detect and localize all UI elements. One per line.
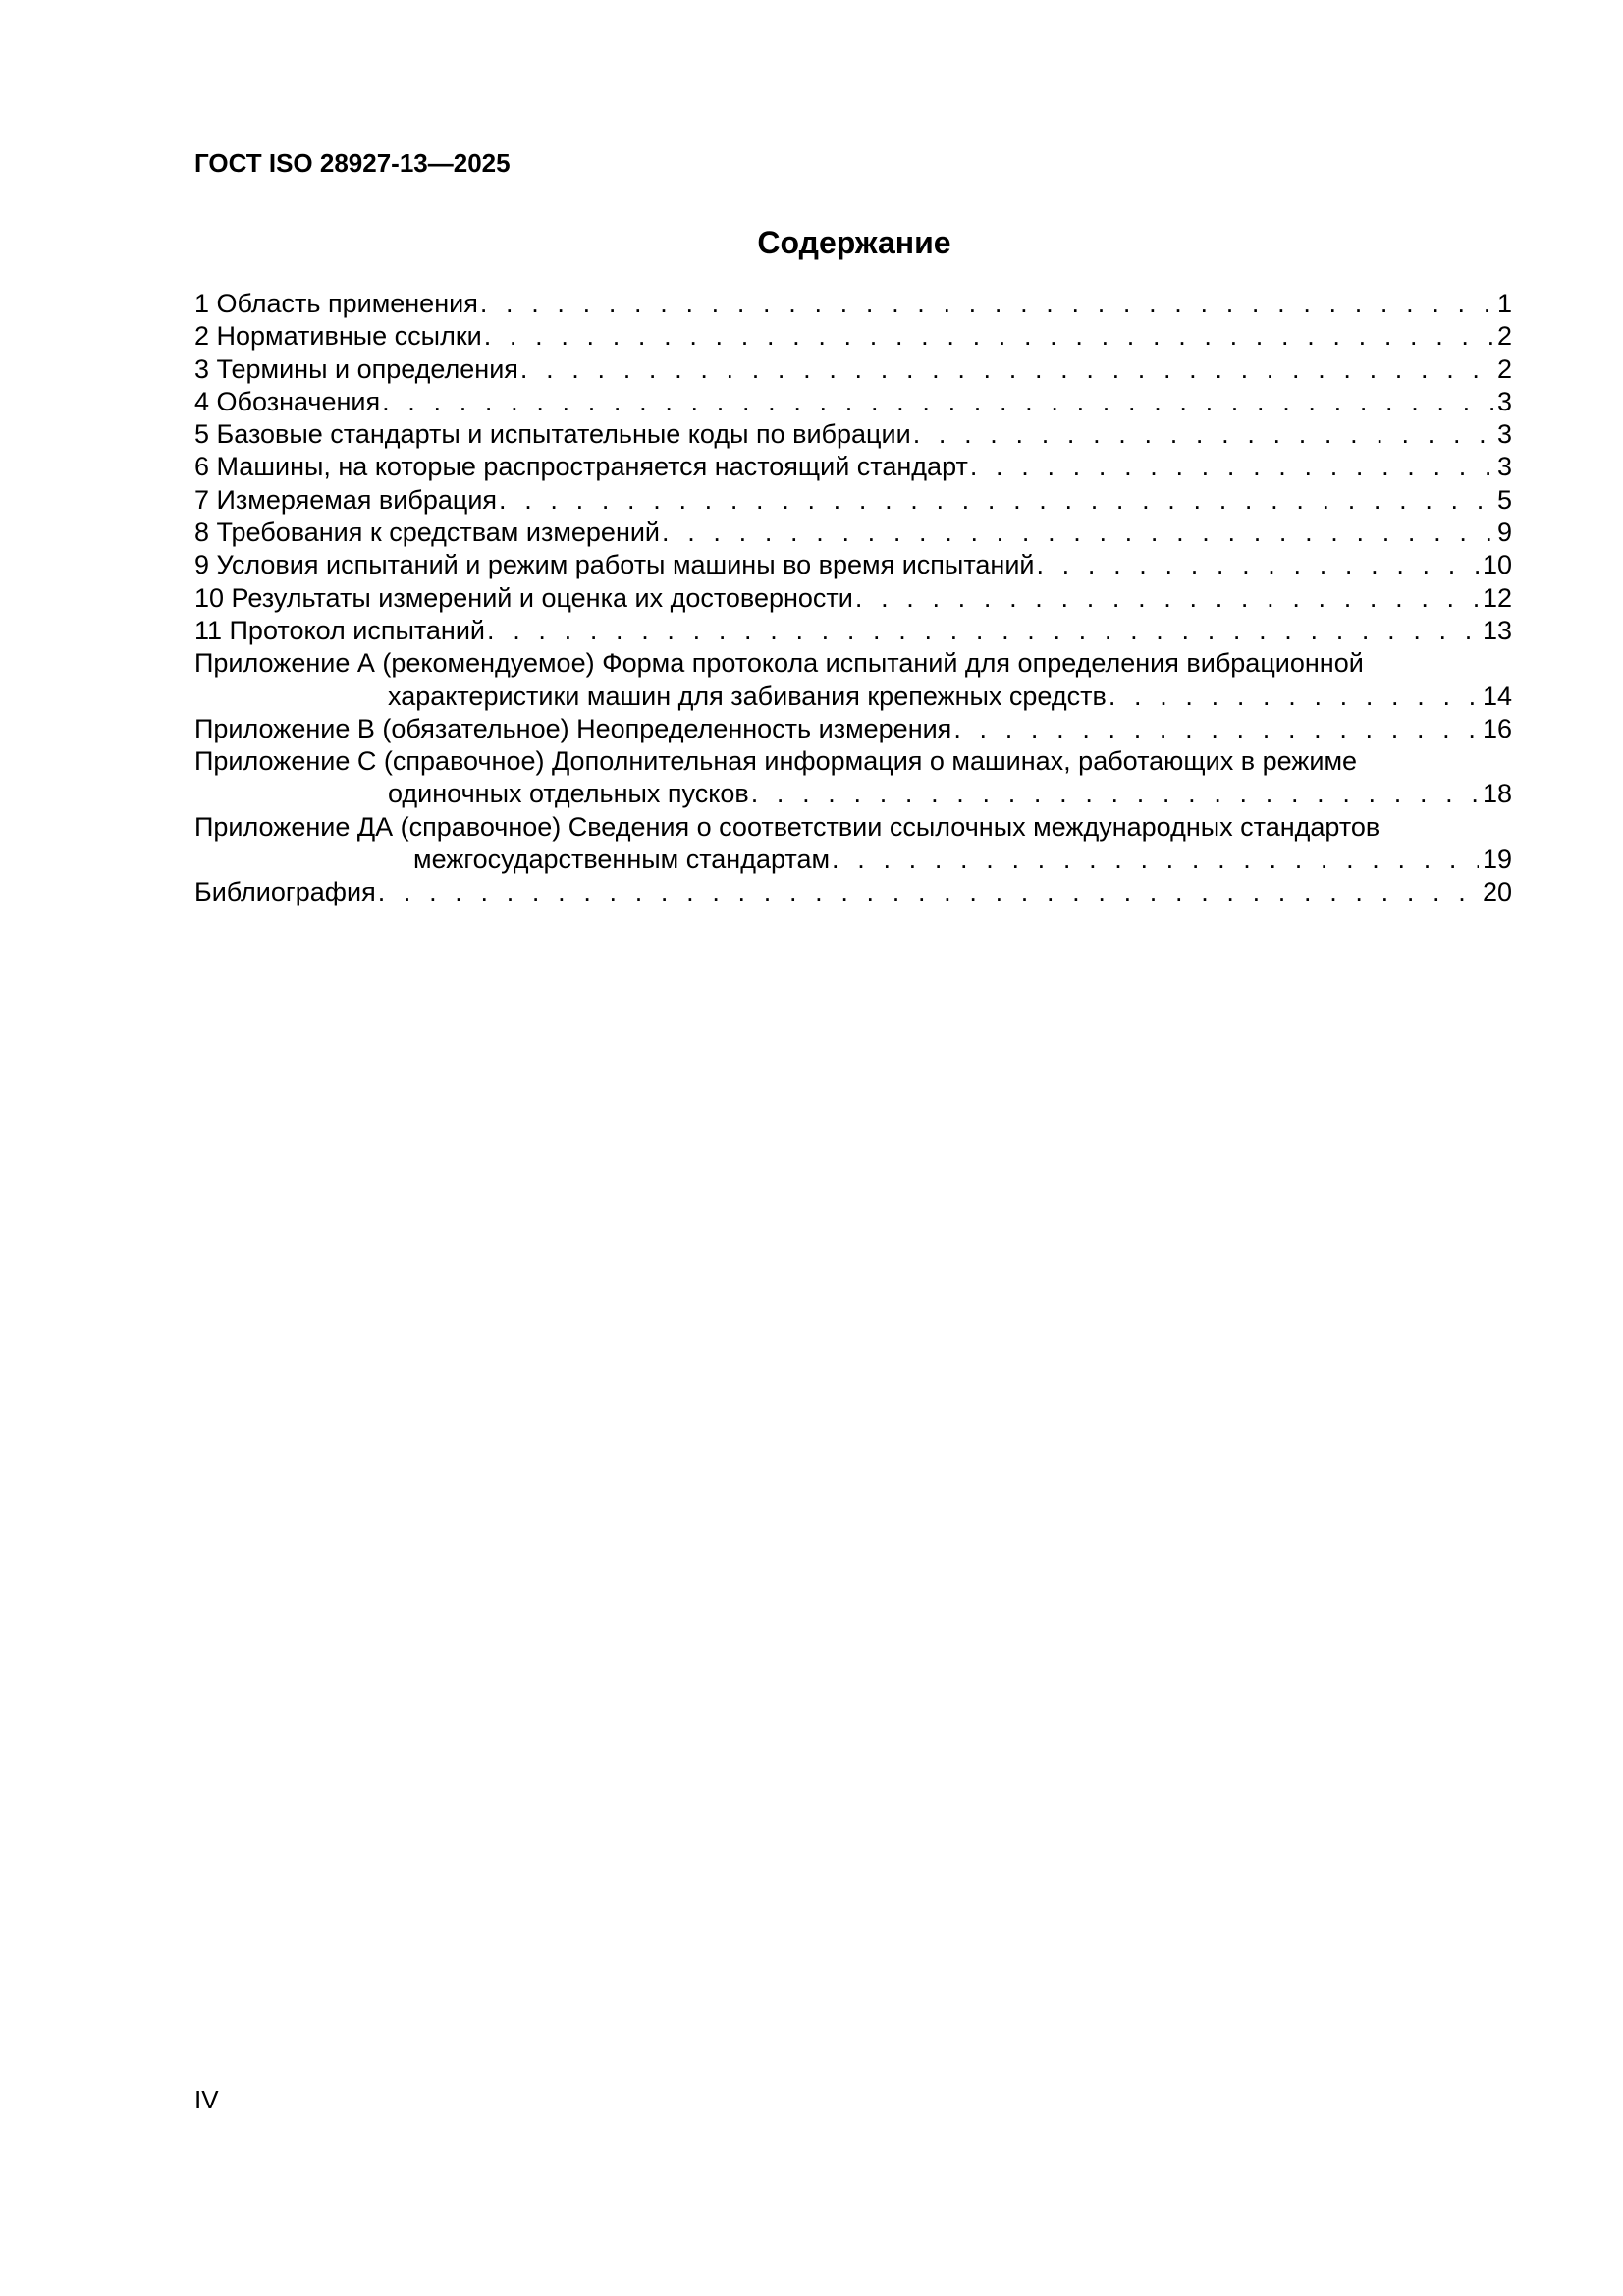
toc-entry-title: 3 Термины и определения — [194, 354, 518, 384]
toc-entry-section-10[interactable] — [194, 582, 1512, 615]
toc-heading: Содержание — [757, 225, 951, 260]
toc-entry-page: 2 — [1496, 321, 1512, 352]
dot-leader — [970, 451, 1493, 483]
dot-leader — [520, 354, 1493, 386]
toc-entry-annex-b[interactable] — [194, 713, 1512, 745]
toc-entry-page: 19 — [1482, 845, 1512, 875]
toc-entry-title-continued: одиночных отдельных пусков — [388, 779, 749, 809]
dot-leader — [378, 876, 1479, 908]
toc-entry-bibliography[interactable] — [194, 876, 1512, 908]
table-of-contents — [194, 288, 1512, 909]
toc-entry-title: 8 Требования к средствам измерений — [194, 518, 661, 548]
toc-entry-page: 2 — [1496, 354, 1512, 384]
toc-entry-title: 10 Результаты измерений и оценка их достоверности — [194, 582, 853, 613]
toc-entry-title: Библиография — [194, 877, 376, 907]
dot-leader — [499, 484, 1493, 517]
toc-entry-section-2[interactable] — [194, 320, 1512, 353]
dot-leader — [484, 320, 1493, 353]
toc-entry-annex-da[interactable] — [194, 811, 1512, 877]
toc-entry-title: 7 Измеряемая вибрация — [194, 484, 498, 515]
toc-entry-section-3[interactable] — [194, 354, 1512, 386]
toc-entry-page: 20 — [1482, 877, 1512, 907]
document-code: ГОСТ ISO 28927-13—2025 — [194, 148, 511, 178]
dot-leader — [751, 778, 1479, 810]
toc-entry-annex-a[interactable] — [194, 647, 1512, 713]
toc-entry-section-5[interactable] — [194, 418, 1512, 451]
toc-entry-page: 16 — [1482, 713, 1512, 743]
dot-leader — [913, 418, 1493, 451]
toc-entry-section-1[interactable] — [194, 288, 1512, 320]
toc-entry-title: 6 Машины, на которые распространяется настоящий стандарт — [194, 452, 968, 482]
toc-entry-page: 14 — [1482, 681, 1512, 711]
dot-leader — [953, 713, 1479, 745]
dot-leader — [382, 386, 1493, 418]
toc-entry-page: 1 — [1496, 289, 1512, 318]
toc-entry-title: 11 Протокол испытаний — [194, 615, 486, 645]
toc-entry-page: 12 — [1482, 582, 1512, 613]
toc-entry-section-4[interactable] — [194, 386, 1512, 418]
toc-entry-page: 3 — [1496, 386, 1512, 416]
toc-entry-page: 10 — [1482, 550, 1512, 580]
dot-leader — [1109, 681, 1479, 713]
dot-leader — [1036, 549, 1478, 581]
toc-entry-section-6[interactable] — [194, 451, 1512, 483]
toc-entry-title: 4 Обозначения — [194, 386, 381, 416]
toc-entry-title: 9 Условия испытаний и режим работы машины во время испытаний — [194, 550, 1035, 580]
toc-entry-title: Приложение С (справочное) Дополнительная информация о машинах, работающих в режиме — [194, 746, 1358, 777]
toc-entry-title: 1 Область применения — [194, 289, 478, 318]
toc-entry-annex-c[interactable] — [194, 745, 1512, 811]
toc-entry-page: 18 — [1482, 779, 1512, 809]
toc-entry-section-7[interactable] — [194, 484, 1512, 517]
toc-entry-section-11[interactable] — [194, 615, 1512, 647]
dot-leader — [480, 288, 1493, 320]
toc-entry-title-continued: характеристики машин для забивания крепежных средств — [388, 681, 1107, 711]
page-number: IV — [194, 2085, 219, 2114]
toc-entry-page: 9 — [1496, 518, 1512, 548]
toc-entry-title: Приложение А (рекомендуемое) Форма протокола испытаний для определения вибрационной — [194, 648, 1364, 679]
dot-leader — [662, 517, 1493, 549]
toc-entry-title-continued: межгосударственным стандартам — [413, 845, 831, 875]
toc-entry-page: 13 — [1482, 615, 1512, 645]
dot-leader — [487, 615, 1479, 647]
dot-leader — [855, 582, 1479, 615]
toc-entry-page: 3 — [1496, 452, 1512, 482]
toc-entry-page: 5 — [1496, 484, 1512, 515]
toc-entry-title: 5 Базовые стандарты и испытательные коды по вибрации — [194, 419, 911, 450]
dot-leader — [832, 844, 1479, 876]
toc-entry-title: 2 Нормативные ссылки — [194, 321, 482, 352]
toc-entry-title: Приложение В (обязательное) Неопределенность измерения — [194, 713, 952, 743]
toc-entry-section-8[interactable] — [194, 517, 1512, 549]
toc-entry-section-9[interactable] — [194, 549, 1512, 581]
toc-entry-title: Приложение ДА (справочное) Сведения о соответствии ссылочных международных стандартов — [194, 811, 1380, 842]
toc-entry-page: 3 — [1496, 419, 1512, 450]
